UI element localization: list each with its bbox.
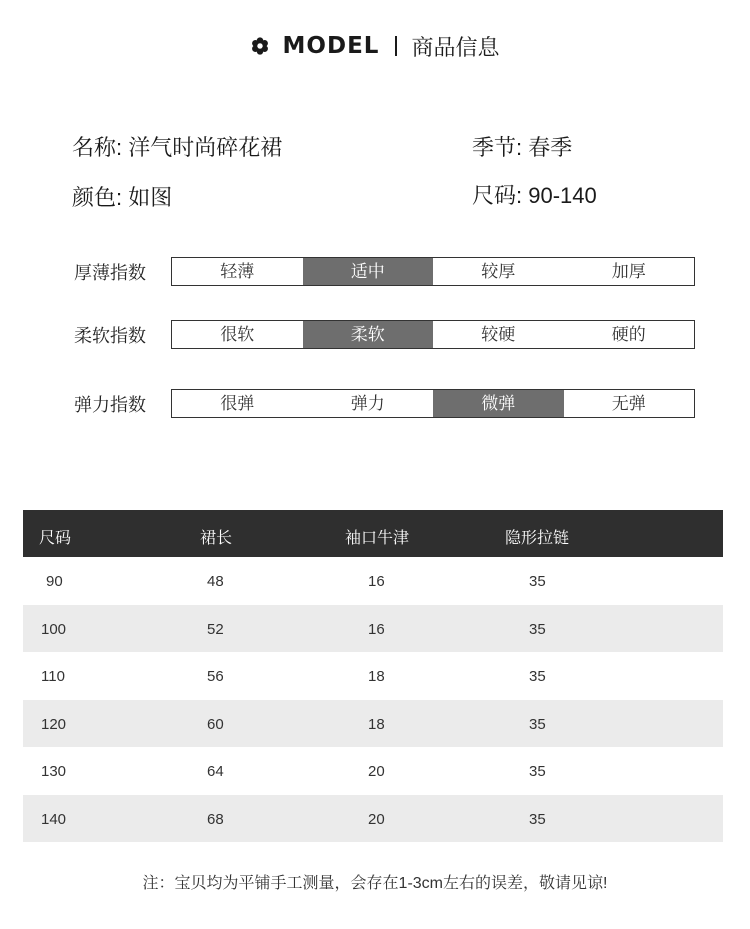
table-cell: 140	[41, 810, 67, 828]
column-header: 袖口牛津	[345, 530, 410, 547]
table-cell: 16	[368, 573, 385, 590]
table-cell: 35	[529, 573, 546, 590]
table-row	[23, 747, 723, 795]
table-cell: 18	[368, 715, 385, 733]
color-value: 如图	[128, 185, 173, 210]
table-cell: 35	[529, 810, 546, 828]
index-option: 硬的	[611, 325, 646, 344]
table-row	[23, 652, 723, 700]
table-cell: 35	[529, 668, 546, 685]
index-option-selected: 柔软	[303, 321, 434, 348]
thickness-index	[74, 257, 696, 286]
brand-name: MODEL	[282, 33, 380, 59]
size-label: 尺码:	[472, 183, 523, 208]
product-name	[72, 131, 282, 162]
index-option: 很弹	[220, 394, 255, 413]
table-row	[23, 795, 723, 843]
page-header	[0, 30, 750, 62]
name-label: 名称:	[72, 135, 123, 160]
table-cell: 130	[41, 763, 67, 780]
index-option-selected: 微弹	[433, 390, 564, 417]
elasticity-index	[74, 389, 696, 418]
product-size	[472, 179, 597, 210]
table-cell: 35	[529, 715, 546, 733]
column-header: 裙长	[200, 530, 233, 547]
table-row	[23, 557, 723, 605]
index-option: 较硬	[481, 325, 516, 344]
column-header: 尺码	[39, 530, 72, 547]
table-cell: 60	[207, 715, 224, 733]
header-divider	[395, 36, 397, 56]
table-cell: 68	[207, 810, 224, 828]
measurement-note: 注：宝贝均为平铺手工测量，会存在1-3cm左右的误差，敬请见谅!	[142, 875, 608, 892]
table-row	[23, 605, 723, 653]
table-header	[23, 510, 723, 557]
table-cell: 20	[368, 763, 385, 780]
color-label: 颜色:	[72, 185, 123, 210]
table-cell: 52	[207, 620, 224, 638]
table-cell: 48	[207, 573, 224, 590]
index-label: 弹力指数	[74, 395, 146, 415]
table-cell: 90	[46, 573, 63, 590]
index-option: 轻薄	[220, 262, 255, 281]
product-season	[472, 131, 572, 162]
table-cell: 110	[41, 668, 65, 685]
size-value: 90-140	[528, 183, 597, 208]
season-value: 春季	[528, 135, 573, 160]
index-option: 较厚	[481, 262, 516, 281]
table-cell: 35	[529, 620, 546, 638]
product-color	[72, 181, 172, 212]
index-option-selected: 适中	[303, 258, 434, 285]
index-option: 弹力	[350, 394, 385, 413]
table-cell: 120	[41, 715, 67, 733]
table-cell: 56	[207, 668, 224, 685]
index-option: 加厚	[611, 262, 646, 281]
softness-index	[74, 320, 696, 349]
name-value: 洋气时尚碎花裙	[128, 135, 283, 160]
index-option: 无弹	[611, 394, 646, 413]
index-label: 厚薄指数	[74, 263, 146, 283]
index-label: 柔软指数	[74, 326, 146, 346]
index-scale	[171, 320, 695, 349]
table-cell: 20	[368, 810, 385, 828]
season-label: 季节:	[472, 135, 523, 160]
table-cell: 16	[368, 620, 385, 638]
header-subtitle: 商品信息	[411, 34, 500, 60]
index-scale	[171, 389, 695, 418]
table-cell: 35	[529, 763, 546, 780]
table-row	[23, 700, 723, 748]
column-header: 隐形拉链	[505, 530, 570, 547]
table-cell: 100	[41, 620, 67, 638]
table-cell: 18	[368, 668, 385, 685]
index-scale	[171, 257, 695, 286]
index-option: 很软	[220, 325, 255, 344]
size-table	[23, 510, 723, 842]
table-cell: 64	[207, 763, 224, 780]
gear-flower-icon	[251, 37, 269, 55]
